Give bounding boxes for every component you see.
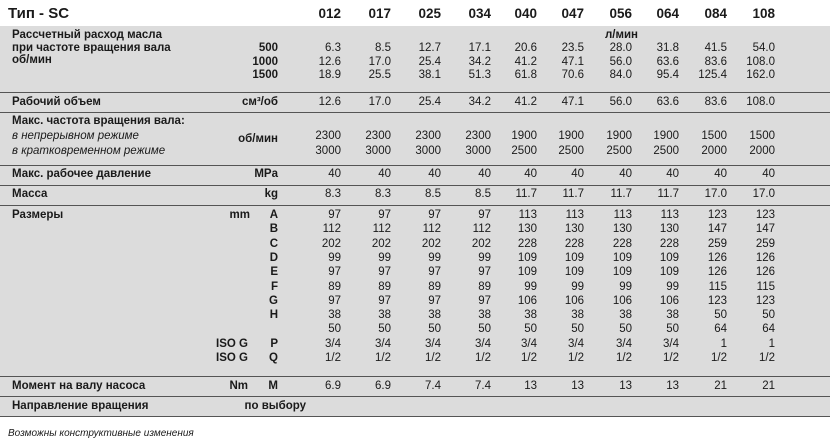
dims-unit: mm [229, 209, 250, 221]
divider [0, 396, 830, 397]
divider [0, 205, 830, 206]
dim-value: 97 [378, 209, 391, 221]
volume-value: 47.1 [561, 96, 584, 108]
dim-value: 112 [322, 223, 341, 236]
page-title: Тип - SC [8, 5, 70, 22]
dim-value: 115 [708, 280, 727, 293]
speed-unit: об/мин [238, 133, 278, 145]
dim-value: 38 [666, 309, 679, 322]
pressure-label: Макс. рабочее давление [12, 168, 152, 180]
dim-value: 38 [328, 309, 341, 322]
flow-value: 162.0 [746, 69, 775, 81]
dim-value: 130 [517, 223, 537, 236]
dim-value: 126 [755, 251, 775, 264]
volume-value: 17.0 [368, 96, 391, 108]
torque-value: 13 [619, 380, 632, 392]
dims-label: Размеры [12, 209, 64, 221]
dim-value: 3/4 [568, 337, 584, 350]
divider [0, 416, 830, 417]
dim-value: 97 [478, 266, 491, 279]
flow-value: 12.7 [418, 42, 441, 54]
dim-value: 97 [478, 209, 491, 221]
torque-value: 21 [762, 380, 775, 392]
dim-value: 38 [378, 309, 391, 322]
model-header: 047 [561, 6, 584, 21]
mass-value: 8.5 [425, 188, 441, 200]
flow-value: 23.5 [561, 42, 584, 54]
dim-value: 1/2 [568, 352, 584, 364]
dim-value: 64 [714, 323, 727, 336]
dim-value: 113 [565, 209, 584, 221]
mass-value: 11.7 [610, 188, 632, 200]
torque-unit: Nm [229, 380, 248, 392]
divider [0, 165, 830, 166]
dim-value: 126 [707, 266, 727, 279]
divider [0, 376, 830, 377]
dim-value: 113 [518, 209, 537, 221]
rpm-value: 500 [258, 42, 278, 54]
flow-value: 41.2 [514, 55, 537, 68]
divider [0, 92, 830, 93]
speed-continuous-value: 1500 [749, 130, 775, 142]
dim-value: 50 [378, 323, 391, 336]
model-header: 012 [318, 6, 341, 21]
dim-value: 97 [428, 266, 441, 279]
volume-value: 34.2 [468, 96, 491, 108]
dim-value: 147 [755, 223, 775, 236]
dim-value: 97 [478, 294, 491, 307]
volume-value: 41.2 [514, 96, 537, 108]
dim-value: 228 [517, 237, 537, 250]
dim-value: 50 [571, 323, 584, 336]
dim-value: 99 [666, 280, 679, 293]
dim-code: P [270, 337, 278, 350]
volume-value: 25.4 [418, 96, 441, 108]
dim-value: 106 [564, 294, 584, 307]
dim-value: 228 [659, 237, 679, 250]
volume-value: 63.6 [656, 96, 679, 108]
dim-value: 38 [428, 309, 441, 322]
dim-value: 130 [612, 223, 632, 236]
dim-code: D [269, 251, 278, 264]
speed-short-value: 2500 [606, 145, 632, 157]
flow-value: 63.6 [656, 55, 679, 68]
dim-value: 106 [659, 294, 679, 307]
dim-value: 50 [619, 323, 632, 336]
dim-value: 99 [478, 251, 491, 264]
mass-value: 17.0 [704, 188, 727, 200]
dim-value: 3/4 [663, 337, 679, 350]
flow-value: 47.1 [561, 55, 584, 68]
pressure-value: 40 [328, 168, 341, 180]
dim-value: 50 [762, 309, 775, 322]
dim-value: 97 [428, 294, 441, 307]
dim-value: 1/2 [711, 352, 727, 364]
speed-continuous-value: 2300 [415, 130, 441, 142]
flow-value: 56.0 [609, 55, 632, 68]
dim-value: 1/2 [521, 352, 537, 364]
speed-short-value: 2000 [749, 145, 775, 157]
flow-value: 20.6 [514, 42, 537, 54]
dim-value: 38 [478, 309, 491, 322]
flow-value: 25.5 [368, 69, 391, 81]
flow-value: 18.9 [318, 69, 341, 81]
flow-value: 38.1 [418, 69, 441, 81]
model-header: 064 [656, 6, 679, 21]
dim-value: 99 [328, 251, 341, 264]
dim-value: 147 [707, 223, 727, 236]
dim-value: 38 [524, 309, 537, 322]
dim-value: 228 [612, 237, 632, 250]
pressure-unit: MPa [254, 168, 278, 180]
volume-value: 12.6 [318, 96, 341, 108]
divider [0, 185, 830, 186]
volume-value: 56.0 [609, 96, 632, 108]
dim-value: 228 [564, 237, 584, 250]
model-header: 084 [704, 6, 727, 21]
pressure-value: 40 [524, 168, 537, 180]
dim-value: 89 [378, 280, 391, 293]
dim-value: 106 [517, 294, 537, 307]
dim-value: 202 [471, 237, 491, 250]
speed-short-label: в кратковременном режиме [12, 145, 166, 157]
torque-value: 13 [666, 380, 679, 392]
flow-label: об/мин [12, 54, 52, 66]
speed-short-value: 2500 [653, 145, 679, 157]
iso-label: ISO G [216, 337, 248, 350]
mass-value: 11.7 [515, 188, 537, 200]
speed-short-value: 2500 [511, 145, 537, 157]
flow-value: 6.3 [325, 42, 341, 54]
speed-continuous-value: 1900 [558, 130, 584, 142]
speed-label: Макс. частота вращения вала: [12, 115, 185, 127]
speed-continuous-value: 1900 [653, 130, 679, 142]
dim-value: 113 [660, 209, 679, 221]
dim-value: 3/4 [375, 337, 391, 350]
mass-unit: kg [264, 188, 278, 200]
pressure-value: 40 [428, 168, 441, 180]
dim-code: H [269, 309, 278, 322]
flow-unit: л/мин [604, 29, 638, 41]
pressure-value: 40 [619, 168, 632, 180]
torque-code: M [268, 380, 278, 392]
speed-short-value: 3000 [415, 145, 441, 157]
mass-value: 8.3 [375, 188, 391, 200]
dim-code: E [270, 266, 278, 279]
dim-value: 97 [378, 294, 391, 307]
dim-code: Q [269, 352, 278, 364]
model-header: 017 [368, 6, 391, 21]
flow-value: 34.2 [468, 55, 491, 68]
dim-value: 123 [755, 294, 775, 307]
rotation-value: по выбору [244, 400, 306, 412]
dim-value: 130 [564, 223, 584, 236]
flow-value: 125.4 [698, 69, 727, 81]
dim-value: 97 [328, 209, 341, 221]
dim-value: 38 [619, 309, 632, 322]
dim-value: 1 [720, 337, 727, 350]
dim-value: 89 [328, 280, 341, 293]
dim-value: 123 [755, 209, 775, 221]
dim-value: 97 [328, 294, 341, 307]
volume-unit: см³/об [241, 96, 278, 108]
flow-value: 84.0 [609, 69, 632, 81]
flow-value: 54.0 [752, 42, 775, 54]
dim-value: 99 [524, 280, 537, 293]
dim-value: 38 [571, 309, 584, 322]
mass-value: 11.7 [657, 188, 679, 200]
dim-value: 259 [755, 237, 775, 250]
dim-code: F [270, 280, 278, 293]
dim-value: 3/4 [475, 337, 491, 350]
dim-value: 1/2 [759, 352, 775, 364]
dim-value: 3/4 [425, 337, 441, 350]
dim-value: 106 [612, 294, 632, 307]
flow-value: 31.8 [656, 42, 679, 54]
pressure-value: 40 [478, 168, 491, 180]
flow-value: 28.0 [609, 42, 632, 54]
dim-code: C [269, 237, 278, 250]
dim-value: 109 [517, 251, 537, 264]
flow-label: Рассчетный расход масла [12, 29, 162, 41]
dim-value: 202 [421, 237, 441, 250]
dim-value: 64 [762, 323, 775, 336]
dim-value: 3/4 [325, 337, 341, 350]
pressure-value: 40 [571, 168, 584, 180]
dim-value: 112 [372, 223, 391, 236]
torque-value: 21 [714, 380, 727, 392]
flow-value: 51.3 [468, 69, 491, 81]
dim-value: 1 [768, 337, 775, 350]
mass-value: 11.7 [562, 188, 584, 200]
flow-value: 8.5 [375, 42, 391, 54]
volume-label: Рабочий объем [12, 96, 101, 108]
dim-value: 115 [756, 280, 775, 293]
torque-value: 6.9 [325, 380, 341, 392]
dim-value: 97 [378, 266, 391, 279]
dim-value: 202 [371, 237, 391, 250]
divider [0, 112, 830, 113]
dim-value: 112 [472, 223, 491, 236]
dim-value: 109 [659, 266, 679, 279]
dim-value: 97 [428, 209, 441, 221]
dim-value: 112 [422, 223, 441, 236]
speed-short-value: 3000 [365, 145, 391, 157]
speed-continuous-value: 1900 [511, 130, 537, 142]
flow-value: 61.8 [514, 69, 537, 81]
speed-continuous-value: 1500 [701, 130, 727, 142]
dim-value: 1/2 [325, 352, 341, 364]
dim-value: 50 [328, 323, 341, 336]
dim-value: 99 [428, 251, 441, 264]
pressure-value: 40 [762, 168, 775, 180]
dim-value: 259 [707, 237, 727, 250]
flow-value: 108.0 [746, 55, 775, 68]
mass-value: 17.0 [752, 188, 775, 200]
dim-code: G [269, 294, 278, 307]
dim-value: 109 [659, 251, 679, 264]
dim-value: 109 [517, 266, 537, 279]
dim-value: 3/4 [521, 337, 537, 350]
rotation-label: Направление вращения [12, 400, 149, 412]
dim-value: 89 [428, 280, 441, 293]
iso-label: ISO G [216, 352, 248, 364]
footnote: Возможны конструктивные изменения [8, 428, 194, 439]
dim-value: 50 [524, 323, 537, 336]
dim-value: 130 [659, 223, 679, 236]
dim-value: 99 [571, 280, 584, 293]
speed-continuous-value: 2300 [465, 130, 491, 142]
model-header: 040 [514, 6, 537, 21]
flow-value: 70.6 [561, 69, 584, 81]
flow-value: 83.6 [704, 55, 727, 68]
flow-value: 41.5 [704, 42, 727, 54]
dim-value: 3/4 [616, 337, 632, 350]
speed-continuous-value: 2300 [315, 130, 341, 142]
dim-value: 123 [707, 209, 727, 221]
dim-code: A [269, 209, 278, 221]
dim-value: 109 [564, 251, 584, 264]
flow-value: 25.4 [418, 55, 441, 68]
torque-label: Момент на валу насоса [12, 380, 146, 392]
speed-continuous-value: 2300 [365, 130, 391, 142]
dim-value: 1/2 [425, 352, 441, 364]
dim-value: 50 [478, 323, 491, 336]
rpm-value: 1500 [252, 69, 278, 81]
speed-short-value: 2000 [701, 145, 727, 157]
model-header: 025 [418, 6, 441, 21]
dim-value: 99 [619, 280, 632, 293]
dim-value: 1/2 [616, 352, 632, 364]
torque-value: 7.4 [475, 380, 491, 392]
dim-value: 109 [612, 251, 632, 264]
pressure-value: 40 [378, 168, 391, 180]
model-header: 034 [468, 6, 491, 21]
rpm-value: 1000 [252, 55, 278, 68]
dim-value: 113 [613, 209, 632, 221]
dim-value: 50 [666, 323, 679, 336]
dim-code: B [269, 223, 278, 236]
speed-short-value: 2500 [558, 145, 584, 157]
model-header: 108 [752, 6, 775, 21]
flow-value: 17.0 [368, 55, 391, 68]
dim-value: 50 [714, 309, 727, 322]
dim-value: 89 [478, 280, 491, 293]
volume-value: 83.6 [704, 96, 727, 108]
dim-value: 126 [755, 266, 775, 279]
flow-label: при частоте вращения вала [12, 41, 171, 54]
dim-value: 109 [564, 266, 584, 279]
dim-value: 109 [612, 266, 632, 279]
speed-continuous-label: в непрерывном режиме [12, 130, 139, 142]
speed-short-value: 3000 [465, 145, 491, 157]
dim-value: 1/2 [375, 352, 391, 364]
dim-value: 123 [707, 294, 727, 307]
dim-value: 1/2 [663, 352, 679, 364]
dim-value: 202 [321, 237, 341, 250]
speed-continuous-value: 1900 [606, 130, 632, 142]
mass-value: 8.5 [475, 188, 491, 200]
torque-value: 6.9 [375, 380, 391, 392]
pressure-value: 40 [666, 168, 679, 180]
dim-value: 126 [707, 251, 727, 264]
torque-value: 7.4 [425, 380, 441, 392]
torque-value: 13 [571, 380, 584, 392]
model-header: 056 [609, 6, 632, 21]
dim-value: 99 [378, 251, 391, 264]
mass-label: Масса [12, 188, 48, 200]
flow-value: 17.1 [468, 42, 491, 54]
volume-value: 108.0 [746, 96, 775, 108]
dim-value: 97 [328, 266, 341, 279]
flow-value: 12.6 [318, 55, 341, 68]
mass-value: 8.3 [325, 188, 341, 200]
speed-short-value: 3000 [315, 145, 341, 157]
dim-value: 1/2 [475, 352, 491, 364]
pressure-value: 40 [714, 168, 727, 180]
flow-value: 95.4 [656, 69, 679, 81]
dim-value: 50 [428, 323, 441, 336]
torque-value: 13 [524, 380, 537, 392]
